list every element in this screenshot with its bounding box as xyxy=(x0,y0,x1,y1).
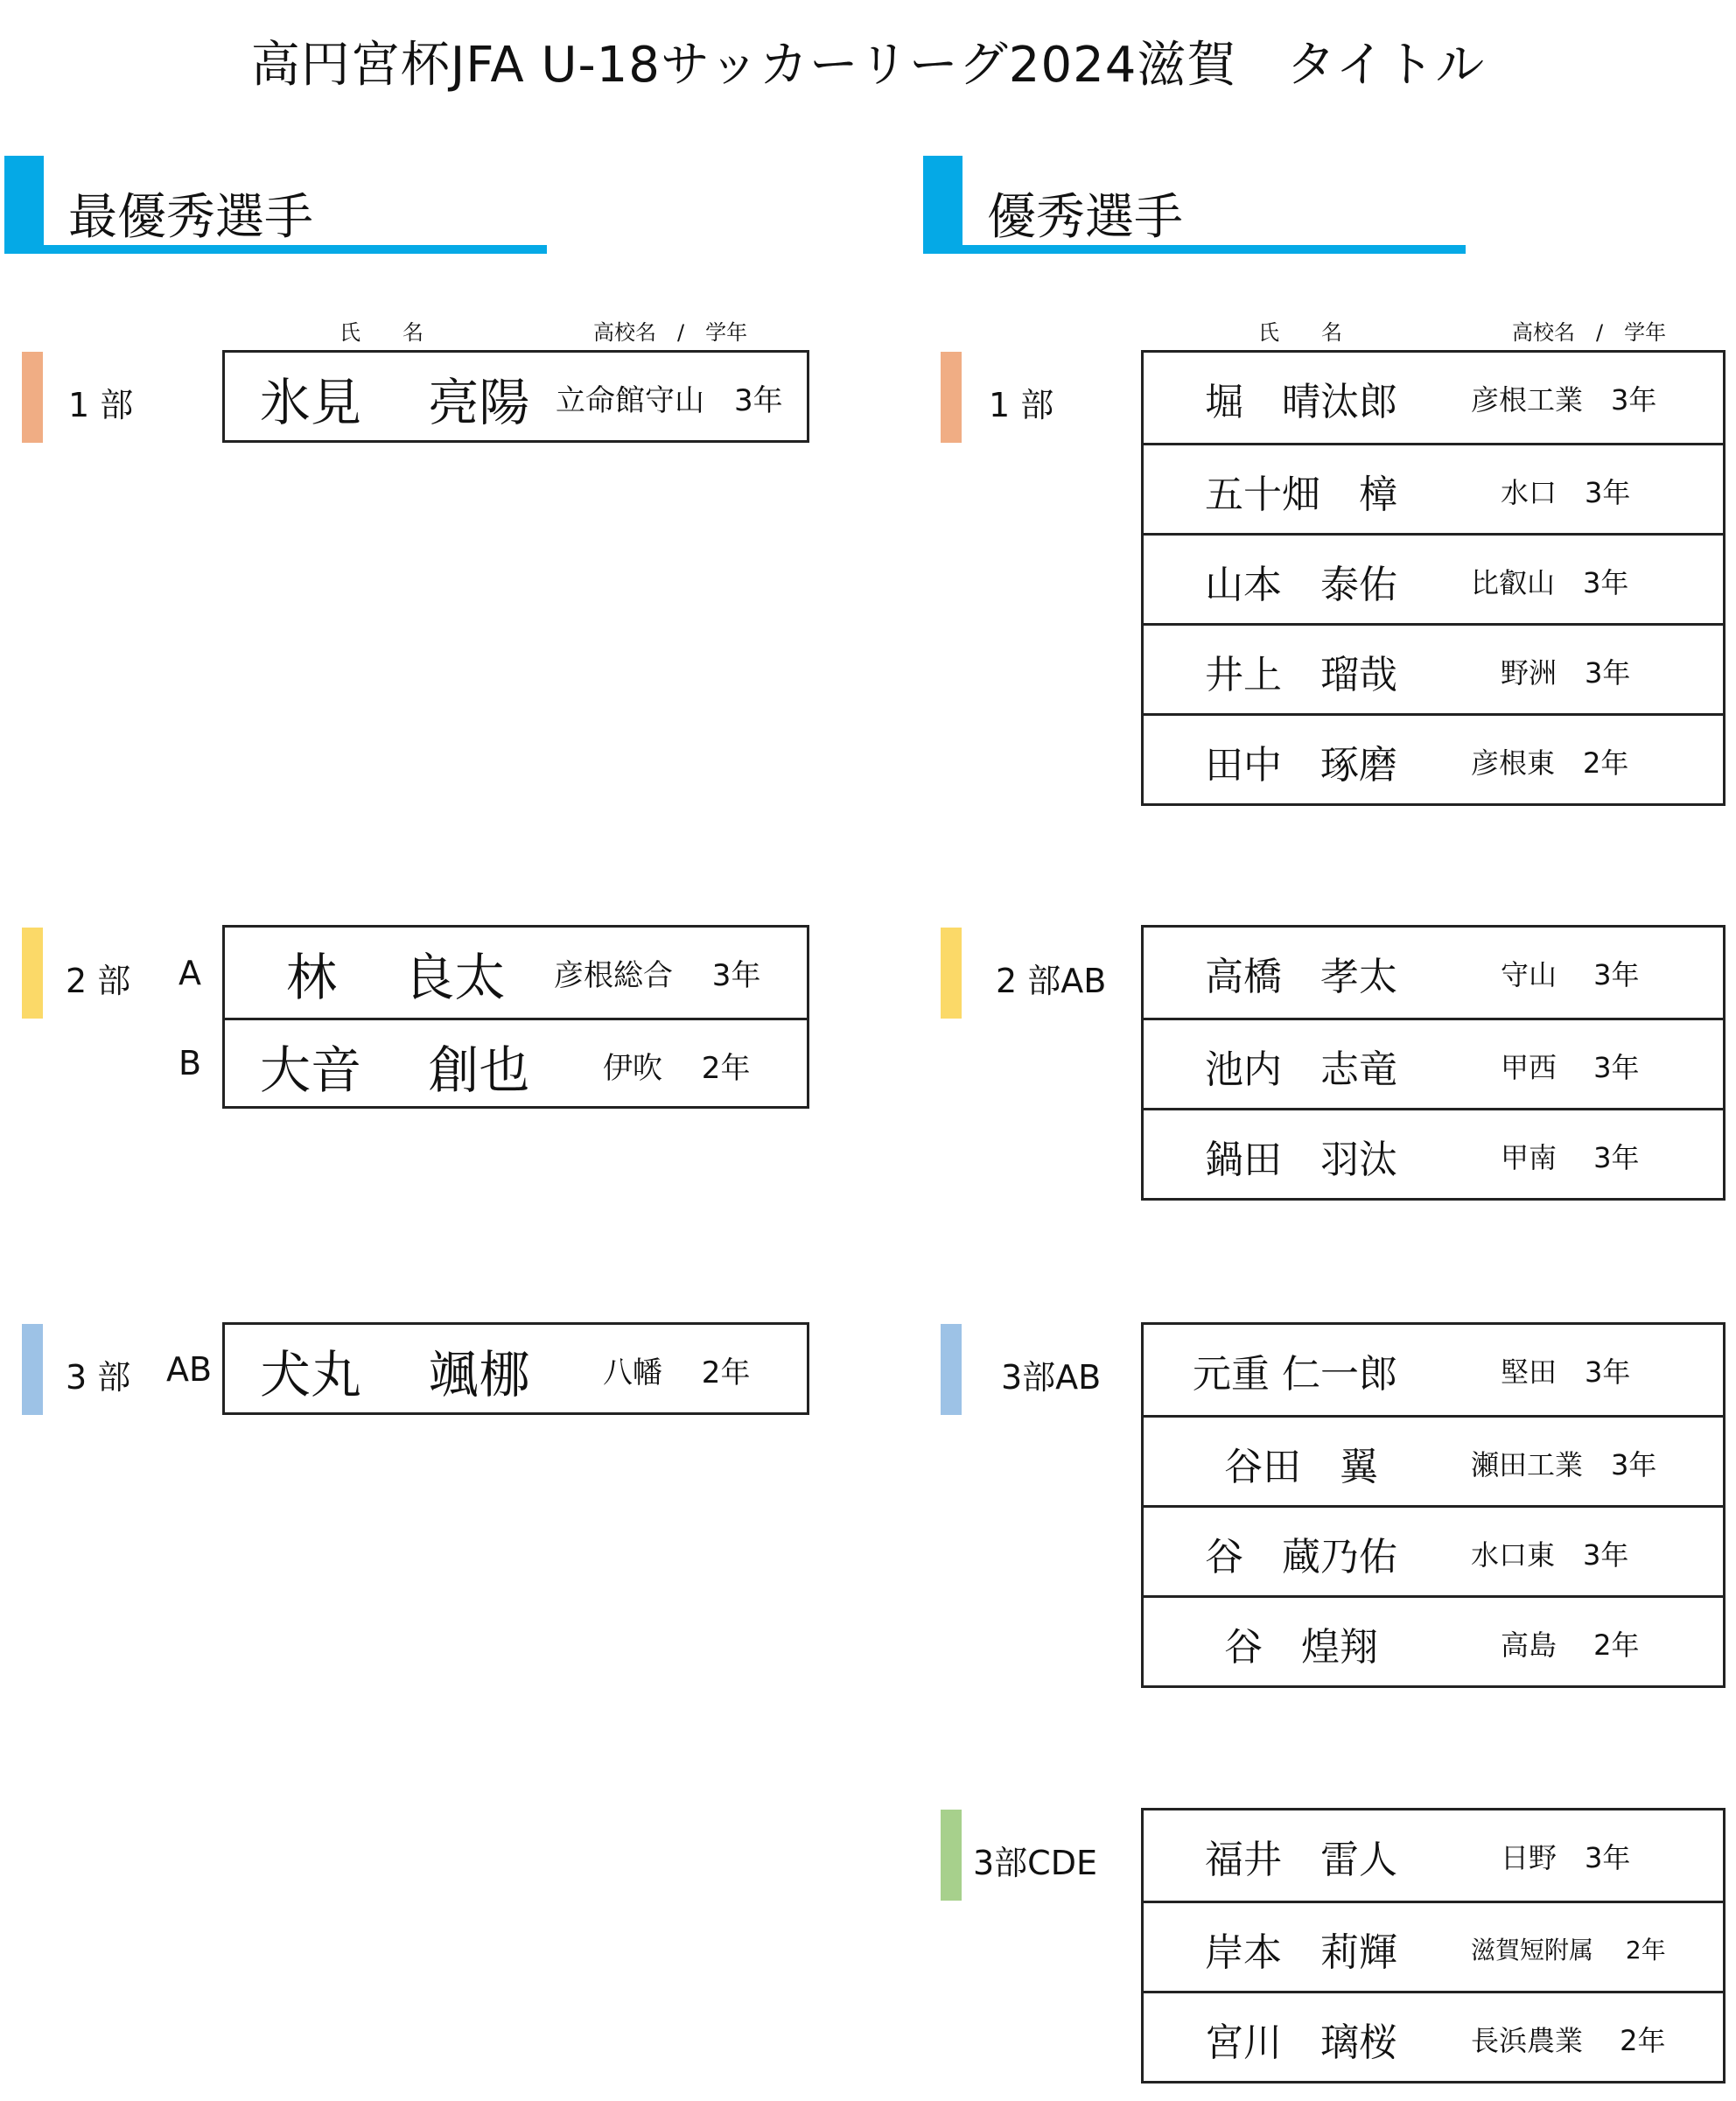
page-title: 高円宮杯JFA U-18サッカーリーグ2024滋賀 タイトル xyxy=(250,37,1486,94)
player-name: 福井 雷人 xyxy=(1205,1837,1397,1882)
mvp-table-division-3 xyxy=(222,1322,809,1415)
subgroup-label: A xyxy=(178,954,201,992)
school-year: 比叡山 3年 xyxy=(1471,565,1629,599)
player-name: 山本 泰佑 xyxy=(1205,562,1397,607)
school-year: 守山 3年 xyxy=(1501,957,1640,991)
table-row xyxy=(225,353,807,443)
school-year: 甲南 3年 xyxy=(1501,1140,1640,1174)
player-name: 林 良太 xyxy=(286,947,506,1007)
division-label: 1 部 xyxy=(989,386,1054,424)
school-year: 水口東 3年 xyxy=(1471,1537,1629,1572)
player-name: 田中 琢磨 xyxy=(1205,742,1397,788)
excellent-table-division-1 xyxy=(1141,350,1726,806)
division-color-swatch xyxy=(941,928,962,1019)
player-name: 鍋田 羽汰 xyxy=(1205,1137,1397,1182)
table-row xyxy=(1144,1325,1723,1415)
table-row xyxy=(1144,713,1723,806)
table-row xyxy=(1144,533,1723,626)
school-year: 瀬田工業 3年 xyxy=(1471,1447,1657,1481)
division-color-swatch xyxy=(22,1324,43,1415)
table-row xyxy=(1144,1810,1723,1901)
school-year: 立命館守山 3年 xyxy=(556,383,783,418)
division-label: 1 部 xyxy=(68,386,134,424)
player-name: 五十畑 樟 xyxy=(1205,472,1397,517)
table-row xyxy=(225,928,807,1018)
division-label: 2 部 xyxy=(66,962,131,1000)
school-year: 彦根総合 3年 xyxy=(554,958,761,993)
player-name: 岸本 莉輝 xyxy=(1205,1929,1397,1975)
column-header-school-year: 高校名 / 学年 xyxy=(593,320,748,345)
table-row xyxy=(1144,623,1723,716)
school-year: 堅田 3年 xyxy=(1501,1355,1631,1389)
player-name: 堀 晴汰郎 xyxy=(1205,379,1397,424)
section-title-mvp: 最優秀選手 xyxy=(68,189,313,246)
table-row xyxy=(1144,1415,1723,1508)
school-year: 水口 3年 xyxy=(1501,475,1631,509)
school-year: 彦根東 2年 xyxy=(1471,746,1629,780)
school-year: 野洲 3年 xyxy=(1501,655,1631,690)
player-name: 谷 煌翔 xyxy=(1224,1624,1378,1670)
school-year: 彦根工業 3年 xyxy=(1471,382,1657,417)
table-row xyxy=(1144,443,1723,536)
subgroup-label: B xyxy=(178,1044,202,1082)
table-row xyxy=(225,1325,807,1415)
player-name: 犬丸 颯梛 xyxy=(260,1344,530,1404)
division-color-swatch xyxy=(941,352,962,443)
excellent-table-division-2 xyxy=(1141,925,1726,1201)
subgroup-label: AB xyxy=(166,1350,213,1389)
division-label: 3部AB xyxy=(1001,1358,1102,1397)
column-header-name: 氏 名 xyxy=(1258,320,1342,345)
table-row xyxy=(1144,1108,1723,1201)
school-year: 高島 2年 xyxy=(1501,1628,1640,1662)
table-row xyxy=(225,1018,807,1110)
division-color-swatch xyxy=(941,1810,962,1901)
school-year: 日野 3年 xyxy=(1501,1840,1631,1874)
school-year: 八幡 2年 xyxy=(603,1355,751,1390)
school-year: 滋賀短附属 2年 xyxy=(1471,1935,1666,1964)
mvp-table-division-1 xyxy=(222,350,809,443)
column-header-name: 氏 名 xyxy=(340,320,424,345)
table-row xyxy=(1144,928,1723,1018)
player-name: 谷田 翼 xyxy=(1224,1444,1378,1489)
table-row xyxy=(1144,1018,1723,1110)
player-name: 高橋 孝太 xyxy=(1205,954,1397,999)
section-accent-bar xyxy=(4,156,44,254)
division-color-swatch xyxy=(22,352,43,443)
excellent-table-division-4 xyxy=(1141,1808,1726,2083)
player-name: 元重 仁一郎 xyxy=(1193,1351,1397,1397)
school-year: 甲西 3年 xyxy=(1501,1050,1640,1084)
section-title-excellent: 優秀選手 xyxy=(987,189,1183,246)
table-row xyxy=(1144,353,1723,443)
column-header-school-year: 高校名 / 学年 xyxy=(1512,320,1667,345)
division-label: 2 部AB xyxy=(996,962,1107,1000)
excellent-table-division-3 xyxy=(1141,1322,1726,1688)
table-row xyxy=(1144,1991,1723,2083)
division-label: 3 部 xyxy=(66,1358,131,1397)
section-accent-bar xyxy=(923,156,962,254)
division-color-swatch xyxy=(941,1324,962,1415)
player-name: 大音 創也 xyxy=(260,1040,530,1100)
school-year: 長浜農業 2年 xyxy=(1471,2023,1666,2057)
player-name: 氷見 亮陽 xyxy=(260,372,530,432)
player-name: 谷 蔵乃佑 xyxy=(1205,1534,1397,1579)
player-name: 宮川 璃桜 xyxy=(1205,2020,1397,2065)
player-name: 井上 瑠哉 xyxy=(1205,652,1397,697)
division-color-swatch xyxy=(22,928,43,1019)
mvp-table-division-2 xyxy=(222,925,809,1109)
division-label: 3部CDE xyxy=(973,1844,1097,1882)
table-row xyxy=(1144,1505,1723,1598)
school-year: 伊吹 2年 xyxy=(603,1051,751,1086)
table-row xyxy=(1144,1901,1723,1993)
player-name: 池内 志竜 xyxy=(1205,1047,1397,1092)
table-row xyxy=(1144,1595,1723,1688)
